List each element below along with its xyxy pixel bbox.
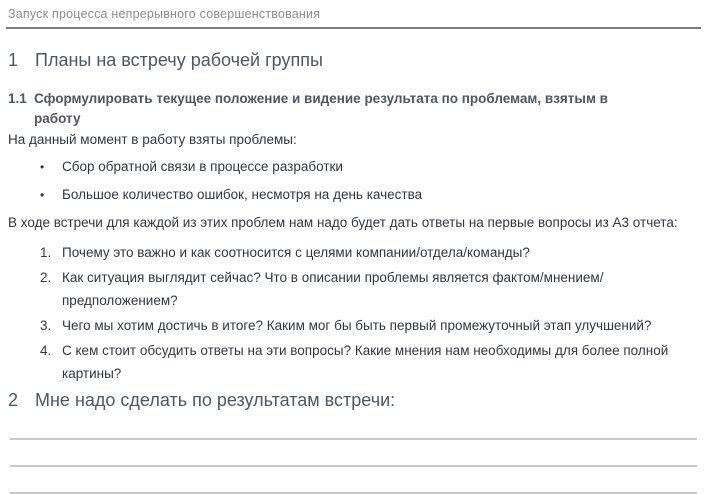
number-marker: 2. (40, 270, 52, 285)
list-item-text: Большое количество ошибок, несмотря на день качества (62, 187, 423, 202)
problems-intro-paragraph: На данный момент в работу взяты проблемы: (8, 132, 297, 147)
list-item (8, 159, 697, 175)
list-item-text: Почему это важно и как соотносится с целями компании/отдела/команды? (62, 245, 530, 260)
heading-title: Сформулировать текущее положение и видение результата по проблемам, взятым в работу (34, 91, 608, 126)
list-item (8, 339, 697, 385)
blank-line (10, 438, 697, 440)
questions-list (8, 241, 697, 385)
list-item (8, 266, 697, 312)
problems-list (8, 159, 697, 203)
list-item (8, 314, 697, 337)
number-marker: 3. (40, 318, 52, 333)
number-marker: 4. (40, 343, 52, 358)
list-item-text: Чего мы хотим достичь в итоге? Каким мог бы быть первый промежуточный этап улучшений? (62, 318, 652, 333)
number-marker: 1. (40, 245, 52, 260)
list-item-text: С кем стоит обсудить ответы на эти вопросы? Какие мнения нам необходимы для более полной картины? (62, 343, 669, 381)
running-header: Запуск процесса непрерывного совершенствования (8, 7, 321, 21)
list-item-text: Как ситуация выглядит сейчас? Что в описании проблемы является фактом/мнением/предположением? (62, 270, 604, 308)
heading-section-1 (8, 48, 697, 72)
list-item (8, 241, 697, 264)
heading-subsection-1-1 (8, 89, 697, 129)
heading-number: 2 (8, 390, 19, 410)
list-item-text: Сбор обратной связи в процессе разработки (62, 159, 343, 174)
questions-intro-paragraph: В ходе встречи для каждой из этих проблем нам надо будет дать ответы на первые вопросы из А3 отчета: (8, 215, 678, 230)
header-divider (6, 27, 701, 29)
heading-title: Планы на встречу рабочей группы (35, 50, 323, 70)
heading-section-2 (8, 388, 697, 412)
bullet-marker: • (40, 188, 45, 202)
heading-number: 1.1 (8, 91, 27, 106)
heading-number: 1 (8, 50, 19, 70)
heading-title: Мне надо сделать по результатам встречи: (35, 390, 396, 410)
list-item (8, 187, 697, 203)
blank-line (10, 465, 697, 467)
bullet-marker: • (40, 160, 45, 174)
